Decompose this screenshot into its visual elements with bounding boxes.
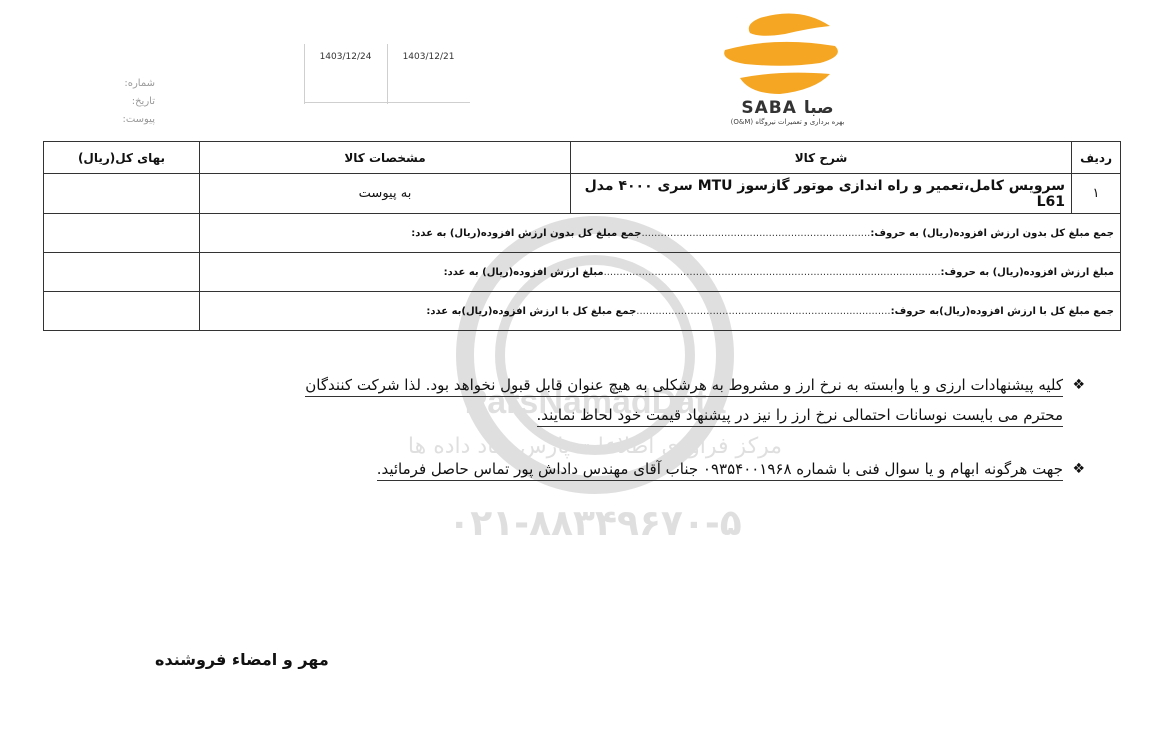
col-row-number: ردیف — [1072, 142, 1121, 174]
sum-without-vat-value — [44, 214, 200, 253]
col-spec: مشخصات کالا — [200, 142, 571, 174]
diamond-bullet-icon: ❖ — [1072, 377, 1085, 393]
vat-number-label: مبلغ ارزش افزوده(ریال) به عدد: — [443, 266, 604, 278]
svg-text:مرکز فراوری اطلاعات پارس نماد: مرکز فراوری اطلاعات پارس نماد داده ها — [407, 434, 783, 459]
sum-without-vat-number-label: جمع مبلغ کل بدون ارزش افزوده(ریال) به حروف: — [870, 227, 1114, 239]
seller-signature-label: مهر و امضاء فروشنده — [155, 650, 329, 669]
row-description: سرویس کامل،تعمیر و راه اندازی موتور گازسوز MTU سری ۴۰۰۰ مدل L61 — [571, 174, 1072, 214]
row-price — [44, 174, 200, 214]
sum-without-vat-words-label: جمع مبلغ کل بدون ارزش افزوده(ریال) به عدد: — [411, 227, 642, 239]
note-contact-text: جهت هرگونه ابهام و یا سوال فنی با شماره ۰۹۳۵۴۰۰۱۹۶۸ جناب آقای مهندس داداش پور تماس حاصل فرمائید. — [377, 460, 1063, 481]
date-label: تاریخ: — [131, 96, 155, 107]
logo-subtitle: بهره برداری و تعمیرات نیروگاه (O&M) — [730, 118, 845, 126]
sum-row-vat: مبلغ ارزش افزوده(ریال) به حروف:..........................................................................................................مبلغ ارزش افزوده(ریال) به عدد: — [44, 253, 1121, 292]
notes — [150, 370, 1085, 484]
row-number: ۱ — [1072, 174, 1121, 214]
logo-wordmark: SABA صبا — [741, 98, 834, 118]
diamond-bullet-icon: ❖ — [1072, 461, 1085, 477]
sum-row-with-vat: جمع مبلغ کل با ارزش افزوده(ریال)به حروف:................................................................................جمع مبلغ کل با ارزش افزوده(ریال)به عدد: — [44, 292, 1121, 331]
sum-with-vat-words-label: جمع مبلغ کل با ارزش افزوده(ریال)به حروف: — [890, 305, 1114, 317]
number-label: شماره: — [124, 78, 155, 89]
date-box — [304, 44, 470, 106]
note-currency-line2: محترم می بایست نوسانات احتمالی نرخ ارز را نیز در پیشنهاد قیمت خود لحاظ نمایند. — [537, 406, 1063, 427]
sum-with-vat-number-label: جمع مبلغ کل با ارزش افزوده(ریال)به عدد: — [426, 305, 637, 317]
note-currency-line1: کلیه پیشنهادات ارزی و یا وابسته به نرخ ارز و مشروط به هرشکلی به هیچ عنوان قابل قبول نخواهد بود. لذا شرکت کنندگان — [305, 376, 1063, 397]
sum-row-without-vat: جمع مبلغ کل بدون ارزش افزوده(ریال) به حروف:........................................................................جمع مبلغ کل بدون ارزش افزوده(ریال) به عدد: — [44, 214, 1121, 253]
note-contact — [150, 454, 1085, 484]
date-received: 1403/12/24 — [304, 44, 386, 104]
vat-words-label: مبلغ ارزش افزوده(ریال) به حروف: — [940, 266, 1114, 278]
col-total-price: بهای کل(ریال) — [44, 142, 200, 174]
items-table — [43, 141, 1121, 331]
note-currency — [150, 370, 1085, 430]
vat-value — [44, 253, 200, 292]
svg-text:ParsNamadData: ParsNamadData — [464, 383, 726, 421]
attachment-label: پیوست: — [122, 114, 155, 125]
date-issued: 1403/12/21 — [387, 44, 469, 104]
sum-with-vat-value — [44, 292, 200, 331]
col-description: شرح کالا — [571, 142, 1072, 174]
row-spec: به پیوست — [200, 174, 571, 214]
svg-text:۰۲۱-۸۸۳۴۹۶۷۰-۵: ۰۲۱-۸۸۳۴۹۶۷۰-۵ — [448, 503, 742, 544]
table-row — [44, 174, 1121, 214]
